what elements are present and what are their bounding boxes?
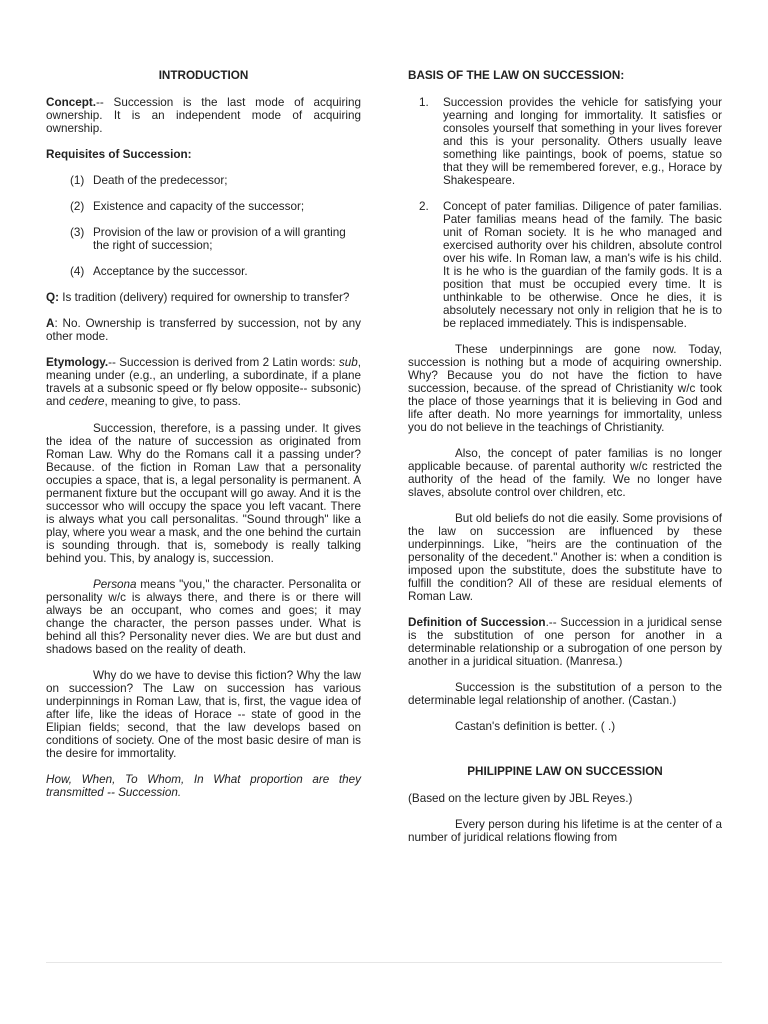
list-item <box>408 200 722 330</box>
persona-paragraph <box>46 578 361 656</box>
persona-word: Persona <box>93 578 137 591</box>
castan-paragraph: Succession is the substitution of a person to the determinable legal relationship of another. (Castan.) <box>408 681 722 707</box>
list-item <box>46 265 361 278</box>
transmission-italic-line: How, When, To Whom, In What proportion are they transmitted -- Succession. <box>46 773 361 799</box>
concept-label: Concept. <box>46 96 96 109</box>
left-column <box>46 62 361 799</box>
list-number: (3) <box>70 226 85 239</box>
etymology-text-2: , meaning under (e.g., an underling, a subordinate, if a plane travels at a subsonic speed or fly below opposite-- subsonic) and <box>46 356 361 408</box>
definition-text: .-- Succession in a juridical sense is the substitution of one person for another in a determinable relationship or a subrogation of one person by another in a juridical situation. (Manresa.) <box>408 616 722 668</box>
etymology-sub: sub <box>338 356 358 369</box>
right-column <box>408 62 722 844</box>
philippine-law-heading: PHILIPPINE LAW ON SUCCESSION <box>467 765 663 778</box>
etymology-paragraph <box>46 356 361 408</box>
underpinnings-paragraph: These underpinnings are gone now. Today, succession is nothing but a mode of acquiring ownership. Why? Because you do not have the fiction to have succession, because. of the spread of Christianity w/c took the place of those yearnings that it is believing in God and life after death. No more yearnings for immortality, unless you do not believe in the teachings of Christianity. <box>408 343 722 434</box>
footer-divider <box>46 962 722 963</box>
based-on-line: (Based on the lecture given by JBL Reyes.) <box>408 792 633 805</box>
requisites-list <box>46 174 361 278</box>
answer-paragraph <box>46 317 361 343</box>
fiction-paragraph: Why do we have to devise this fiction? Why the law on succession? The Law on succession has various underpinnings in Roman Law, that is, first, the vague idea of after life, like the ideas of Horace -- state of good in the Elipian fields; second, that the law develops based on conditions of society. One of the most basic desire of man is the desire for immortality. <box>46 669 361 760</box>
list-text: Concept of pater familias. Diligence of pater familias. Pater familias means head of the family. The basic unit of Roman society. It is he who managed and exercised authority over his children, absolute control over his wife. In Roman law, a man's wife is his child. It is he who is the guardian of the family gods. It is a position that must be occupied every time. It is unthinkable to be otherwise. Once he dies, it is absolutely necessary not only in religion that he is to be replaced immediately. This is indispensable. <box>443 200 722 330</box>
etymology-cedere: cedere <box>68 395 105 408</box>
question-text: Is tradition (delivery) required for ownership to transfer? <box>58 291 350 304</box>
list-text: Succession provides the vehicle for satisfying your yearning and longing for immortality. It satisfies or consoles yourself that something in your lives forever and this is your personality. Others usually leave something like paintings, book of poems, statue so that they will be remembered forever, e.g., Horace by Shakespeare. <box>443 96 722 187</box>
question-label: Q: <box>46 291 59 304</box>
answer-text: : No. Ownership is transferred by succession, not by any other mode. <box>46 317 361 343</box>
basis-heading: BASIS OF THE LAW ON SUCCESSION: <box>408 69 625 82</box>
requisites-heading: Requisites of Succession: <box>46 148 192 161</box>
list-item <box>46 226 361 252</box>
list-item <box>408 96 722 187</box>
definition-label: Definition of Succession <box>408 616 546 629</box>
every-person-paragraph: Every person during his lifetime is at the center of a number of juridical relations flowing from <box>408 818 722 844</box>
list-number: 2. <box>419 200 429 213</box>
answer-label: A <box>46 317 55 330</box>
concept-paragraph <box>46 96 361 135</box>
list-text: Existence and capacity of the successor; <box>93 200 305 213</box>
old-beliefs-paragraph: But old beliefs do not die easily. Some provisions of the law on succession are influenced by these underpinnings. Like, "heirs are the continuation of the personality of the decedent." Another is: when a condition is imposed upon the substitute, does the substitute have to fulfill the condition? All of these are residual elements of Roman Law. <box>408 512 722 603</box>
list-text: Acceptance by the successor. <box>93 265 248 278</box>
persona-text: means "you," the character. Personalita or personality w/c is always there, and there is or there will always be an occupant, who comes and goes; it may change the character, the person passes under. What is behind all this? Personality never dies. We are but dust and shadows based on the reality of death. <box>46 578 361 656</box>
list-text: Death of the predecessor; <box>93 174 228 187</box>
etymology-text-1: -- Succession is derived from 2 Latin words: <box>108 356 339 369</box>
etymology-label: Etymology. <box>46 356 109 369</box>
definition-paragraph <box>408 616 722 668</box>
list-number: (4) <box>70 265 85 278</box>
basis-list <box>408 96 722 330</box>
castan-better-paragraph: Castan's definition is better. ( .) <box>455 720 616 733</box>
etymology-text-3: , meaning to give, to pass. <box>104 395 241 408</box>
concept-text: -- Succession is the last mode of acquiring ownership. It is an independent mode of acquiring ownership. <box>46 96 361 135</box>
question-paragraph <box>46 291 361 304</box>
list-number: (2) <box>70 200 85 213</box>
introduction-heading: INTRODUCTION <box>158 69 249 82</box>
succession-paragraph: Succession, therefore, is a passing under. It gives the idea of the nature of succession as originated from Roman Law. Why do the Romans call it a passing under? Because. of the fiction in Roman Law that a personality occupies a space, that is, a legal personality is permanent. A permanent fixture but the occupant will go away. And it is the successor who will occupy the space you left vacant. There is always what you call personalitas. "Sound through" like a play, where you wear a mask, and the one behind the curtain is sounding through. that is, somebody is really talking behind you. This, by analogy is, succession. <box>46 422 361 565</box>
list-item <box>46 174 361 187</box>
pater-familias-paragraph: Also, the concept of pater familias is no longer applicable because. of parental authority w/c restricted the authority of the head of the family. We no longer have slaves, absolute control over children, etc. <box>408 447 722 499</box>
list-text: Provision of the law or provision of a will granting the right of succession; <box>93 226 346 252</box>
list-item <box>46 200 361 213</box>
list-number: 1. <box>419 96 429 109</box>
list-number: (1) <box>70 174 85 187</box>
